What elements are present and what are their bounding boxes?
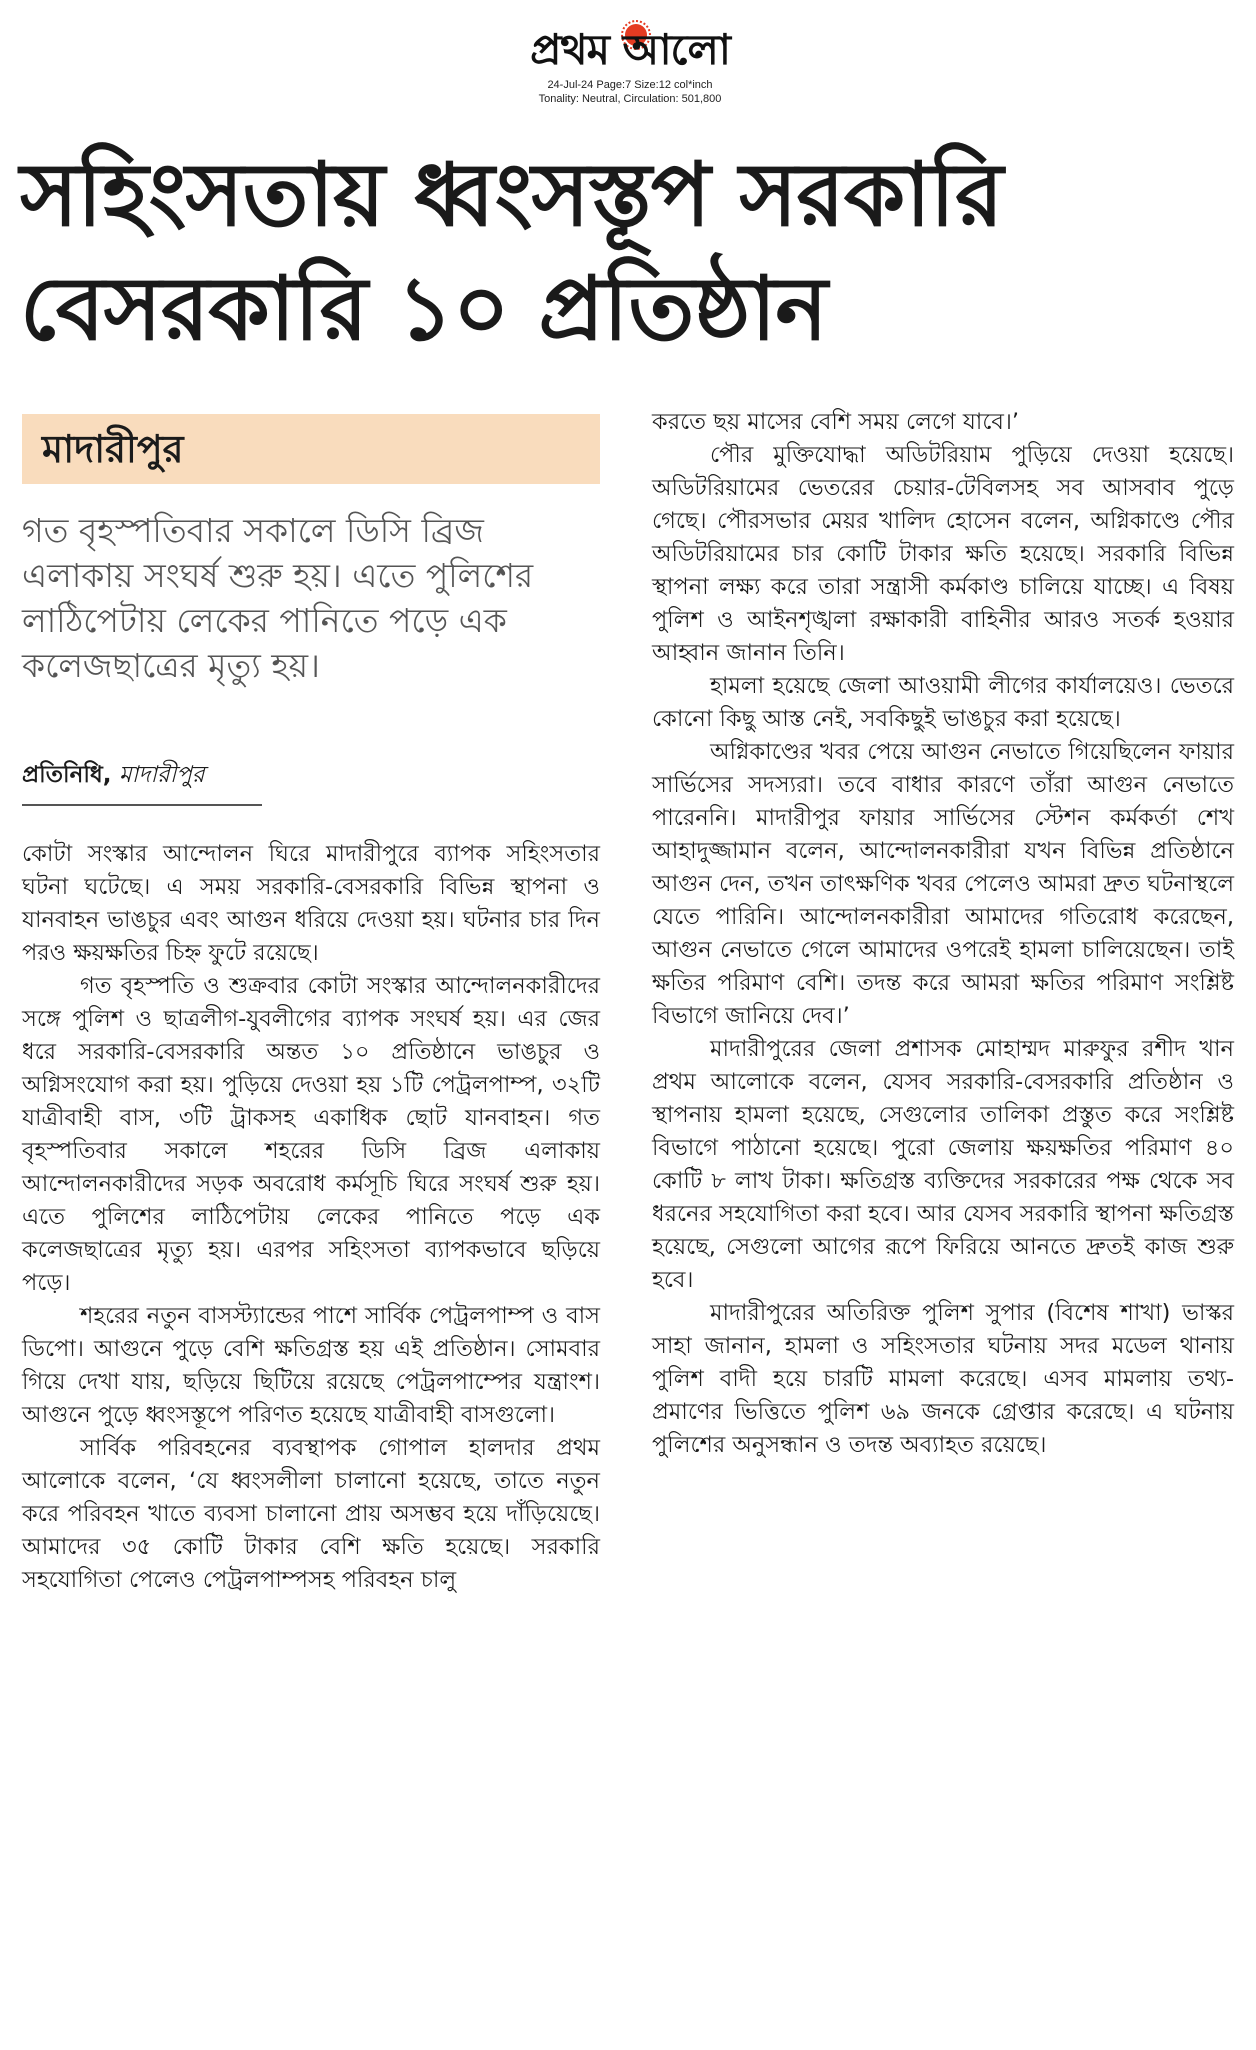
headline xyxy=(20,138,1240,366)
paragraph: সার্বিক পরিবহনের ব্যবস্থাপক গোপাল হালদার প্রথম আলোকে বলেন, ‘যে ধ্বংসলীলা চালানো হয়েছে, তাতে নতুন করে পরিবহন খাতে ব্যবসা চালানো প্রায় অসম্ভব হয়ে দাঁড়িয়েছে। আমাদের ৩৫ কোটি টাকার বেশি ক্ষতি হয়েছে। সরকারি সহযোগিতা পেলেও পেট্রলপাম্পসহ পরিবহন চালু xyxy=(22,1435,600,1593)
paragraph: পৌর মুক্তিযোদ্ধা অডিটরিয়াম পুড়িয়ে দেওয়া হয়েছে। অডিটরিয়ামের ভেতরের চেয়ার-টেবিলসহ সব আসবাব পুড়ে গেছে। পৌরসভার মেয়র খালিদ হোসেন বলেন, অগ্নিকাণ্ডে পৌর অডিটরিয়ামের চার কোটি টাকার ক্ষতি হয়েছে। সরকারি বিভিন্ন স্থাপনা লক্ষ্য করে তারা সন্ত্রাসী কর্মকাণ্ড চালিয়ে যাচ্ছে। এ বিষয় পুলিশ ও আইনশৃঙ্খলা রক্ষাকারী বাহিনীর আরও সতর্ক হওয়ার আহ্বান জানান তিনি। xyxy=(652,442,1234,666)
article-column-left xyxy=(22,838,600,1597)
paragraph: মাদারীপুরের অতিরিক্ত পুলিশ সুপার (বিশেষ শাখা) ভাস্কর সাহা জানান, হামলা ও সহিংসতার ঘটনায় সদর মডেল থানায় পুলিশ বাদী হয়ে চারটি মামলা করেছে। এসব মামলায় তথ্য-প্রমাণের ভিত্তিতে পুলিশ ৬৯ জনকে গ্রেপ্তার করেছে। এ ঘটনায় পুলিশের অনুসন্ধান ও তদন্ত অব্যাহত রয়েছে। xyxy=(652,1300,1234,1458)
clipping-meta-tonality: Tonality: Neutral, Circulation: 501,800 xyxy=(538,93,722,105)
paragraph: শহরের নতুন বাসস্ট্যান্ডের পাশে সার্বিক পেট্রলপাম্প ও বাস ডিপো। আগুনে পুড়ে বেশি ক্ষতিগ্রস্ত হয় এই প্রতিষ্ঠান। সোমবার গিয়ে দেখা যায়, ছড়িয়ে ছিটিয়ে রয়েছে পেট্রলপাম্পের যন্ত্রাংশ। আগুনে পুড়ে ধ্বংসস্তূপে পরিণত হয়েছে যাত্রীবাহী বাসগুলো। xyxy=(22,1303,600,1428)
byline-place: মাদারীপুর xyxy=(118,762,205,788)
summary-lede: গত বৃহস্পতিবার সকালে ডিসি ব্রিজ এলাকায় সংঘর্ষ শুরু হয়। এতে পুলিশের লাঠিপেটায় লেকের পানিতে পড়ে এক কলেজছাত্রের মৃত্যু হয়। xyxy=(22,511,534,685)
newspaper-logo xyxy=(490,20,770,80)
paragraph: মাদারীপুরের জেলা প্রশাসক মোহাম্মদ মারুফুর রশীদ খান প্রথম আলোকে বলেন, যেসব সরকারি-বেসরকারি প্রতিষ্ঠান ও স্থাপনায় হামলা হয়েছে, সেগুলোর তালিকা প্রস্তুত করে সংশ্লিষ্ট বিভাগে পাঠানো হয়েছে। পুরো জেলায় ক্ষয়ক্ষতির পরিমাণ ৪০ কোটি ৮ লাখ টাকা। ক্ষতিগ্রস্ত ব্যক্তিদের সরকারের পক্ষ থেকে সব ধরনের সহযোগিতা করা হবে। আর যেসব সরকারি স্থাপনা ক্ষতিগ্রস্ত হয়েছে, সেগুলো আগের রূপে ফিরিয়ে আনতে দ্রুতই কাজ শুরু হবে। xyxy=(652,1036,1234,1293)
article-column-right xyxy=(652,406,1234,1462)
headline-line-2: বেসরকারি ১০ প্রতিষ্ঠান xyxy=(20,257,827,360)
paragraph: অগ্নিকাণ্ডের খবর পেয়ে আগুন নেভাতে গিয়েছিলেন ফায়ার সার্ভিসের সদস্যরা। তবে বাধার কারণে তাঁরা আগুন নেভাতে পারেননি। মাদারীপুর ফায়ার সার্ভিসের স্টেশন কর্মকর্তা শেখ আহাদুজ্জামান বলেন, আন্দোলনকারীরা যখন বিভিন্ন প্রতিষ্ঠানে আগুন দেন, তখন তাৎক্ষণিক খবর পেলেও আমরা দ্রুত ঘটনাস্থলে যেতে পারিনি। আন্দোলনকারীরা আমাদের গতিরোধ করেছেন, আগুন নেভাতে গেলে আমাদের ওপরেই হামলা চালিয়েছেন। তাই ক্ষতির পরিমাণ বেশি। তদন্ত করে আমরা ক্ষতির পরিমাণ সংশ্লিষ্ট বিভাগে জানিয়ে দেব।’ xyxy=(652,739,1234,1029)
byline-divider xyxy=(22,804,262,806)
clipping-meta-date: 24-Jul-24 Page:7 Size:12 col*inch xyxy=(547,79,713,91)
location-banner xyxy=(22,414,600,484)
paragraph: হামলা হয়েছে জেলা আওয়ামী লীগের কার্যালয়েও। ভেতরে কোনো কিছু আস্ত নেই, সবকিছুই ভাঙচুর করা হয়েছে। xyxy=(652,673,1234,732)
location-label: মাদারীপুর xyxy=(42,427,184,471)
paragraph: করতে ছয় মাসের বেশি সময় লেগে যাবে।’ xyxy=(652,409,1020,435)
logo-text: প্রথম আলো xyxy=(530,25,730,74)
byline xyxy=(22,760,205,790)
headline-line-1: সহিংসতায় ধ্বংসস্তূপ সরকারি xyxy=(20,143,1003,246)
paragraph: গত বৃহস্পতি ও শুক্রবার কোটা সংস্কার আন্দোলনকারীদের সঙ্গে পুলিশ ও ছাত্রলীগ-যুবলীগের ব্যাপক সংঘর্ষ হয়। এর জের ধরে সরকারি-বেসরকারি অন্তত ১০ প্রতিষ্ঠানে ভাঙচুর ও অগ্নিসংযোগ করা হয়। পুড়িয়ে দেওয়া হয় ১টি পেট্রলপাম্প, ৩২টি যাত্রীবাহী বাস, ৩টি ট্রাকসহ একাধিক ছোট যানবাহন। গত বৃহস্পতিবার সকালে শহরের ডিসি ব্রিজ এলাকায় আন্দোলনকারীদের সড়ক অবরোধ কর্মসূচি ঘিরে সংঘর্ষ শুরু হয়। এতে পুলিশের লাঠিপেটায় লেকের পানিতে পড়ে এক কলেজছাত্রের মৃত্যু হয়। এরপর সহিংসতা ব্যাপকভাবে ছড়িয়ে পড়ে। xyxy=(22,973,600,1296)
paragraph: কোটা সংস্কার আন্দোলন ঘিরে মাদারীপুরে ব্যাপক সহিংসতার ঘটনা ঘটেছে। এ সময় সরকারি-বেসরকারি বিভিন্ন স্থাপনা ও যানবাহন ভাঙচুর এবং আগুন ধরিয়ে দেওয়া হয়। ঘটনার চার দিন পরও ক্ষয়ক্ষতির চিহ্ন ফুটে রয়েছে। xyxy=(22,841,600,966)
byline-role: প্রতিনিধি, xyxy=(22,762,112,788)
